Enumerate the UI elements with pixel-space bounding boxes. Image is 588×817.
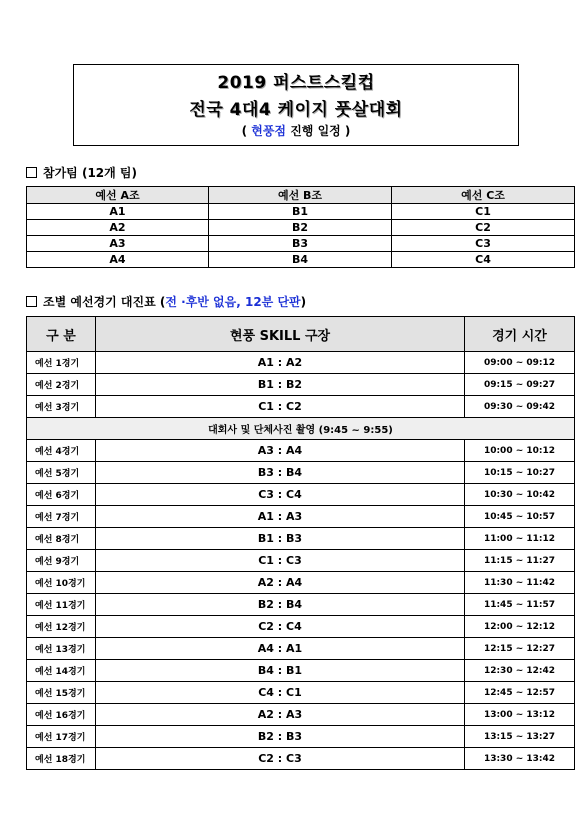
table-row [27,506,575,528]
column-header-division: 구 분 [27,317,96,352]
venue-subtitle [74,122,518,139]
break-row [27,418,575,440]
table-row [27,682,575,704]
game-label: 예선 7경기 [27,506,96,528]
team-cell: B3 [209,236,392,252]
table-row [27,440,575,462]
team-cell: C2 [392,220,575,236]
game-label: 예선 18경기 [27,748,96,770]
subtitle-rest: 진행 일정 ) [286,124,351,138]
match-pairing: B1 : B2 [96,374,465,396]
match-pairing: C4 : C1 [96,682,465,704]
break-note: 대회사 및 단체사진 촬영 (9:45 ~ 9:55) [27,418,575,440]
game-label: 예선 4경기 [27,440,96,462]
schedule-heading-prefix: 조별 예선경기 대진표 ( [43,295,166,309]
game-label: 예선 3경기 [27,396,96,418]
match-time: 11:30 ~ 11:42 [465,572,575,594]
column-header: 예선 A조 [27,187,209,204]
game-label: 예선 6경기 [27,484,96,506]
teams-heading-text: 참가팀 (12개 팀) [43,166,137,180]
team-cell: C4 [392,252,575,268]
column-header-time: 경기 시간 [465,317,575,352]
game-label: 예선 14경기 [27,660,96,682]
schedule-heading [26,293,306,310]
title-line-2: 전국 4대4 케이지 풋살대회 [189,100,403,120]
match-time: 10:00 ~ 10:12 [465,440,575,462]
column-header-venue: 현풍 SKILL 구장 [96,317,465,352]
teams-table [26,186,575,268]
title-line-1: 2019 퍼스트스킬컵 [217,73,375,93]
game-label: 예선 15경기 [27,682,96,704]
table-row [27,374,575,396]
match-pairing: A2 : A4 [96,572,465,594]
team-cell: C1 [392,204,575,220]
column-header: 예선 C조 [392,187,575,204]
match-time: 09:30 ~ 09:42 [465,396,575,418]
match-pairing: A2 : A3 [96,704,465,726]
match-time: 10:15 ~ 10:27 [465,462,575,484]
table-row [27,462,575,484]
table-row [27,252,575,268]
table-row [27,660,575,682]
match-pairing: B4 : B1 [96,660,465,682]
table-row [27,572,575,594]
team-cell: C3 [392,236,575,252]
team-cell: A3 [27,236,209,252]
schedule-header-row [27,317,575,352]
match-pairing: C1 : C3 [96,550,465,572]
match-pairing: C2 : C4 [96,616,465,638]
match-pairing: B3 : B4 [96,462,465,484]
match-time: 13:00 ~ 13:12 [465,704,575,726]
match-time: 13:15 ~ 13:27 [465,726,575,748]
schedule-body [27,352,575,770]
game-label: 예선 5경기 [27,462,96,484]
subtitle-open: ( [241,124,252,138]
table-row [27,550,575,572]
title-box [73,64,519,146]
game-label: 예선 9경기 [27,550,96,572]
match-pairing: B2 : B4 [96,594,465,616]
teams-body [27,204,575,268]
table-row [27,236,575,252]
match-time: 13:30 ~ 13:42 [465,748,575,770]
table-row [27,704,575,726]
team-cell: A4 [27,252,209,268]
match-time: 12:15 ~ 12:27 [465,638,575,660]
game-label: 예선 2경기 [27,374,96,396]
team-cell: A1 [27,204,209,220]
table-row [27,484,575,506]
match-pairing: C1 : C2 [96,396,465,418]
game-label: 예선 10경기 [27,572,96,594]
match-pairing: A3 : A4 [96,440,465,462]
checkbox-icon [26,167,37,178]
match-pairing: A4 : A1 [96,638,465,660]
schedule-table [26,316,575,770]
game-label: 예선 8경기 [27,528,96,550]
team-cell: B1 [209,204,392,220]
match-time: 12:45 ~ 12:57 [465,682,575,704]
table-row [27,204,575,220]
game-label: 예선 17경기 [27,726,96,748]
match-pairing: A1 : A2 [96,352,465,374]
game-label: 예선 11경기 [27,594,96,616]
table-row [27,396,575,418]
venue-name: 현풍점 [251,124,287,138]
schedule-heading-suffix: ) [300,295,307,309]
match-time: 12:30 ~ 12:42 [465,660,575,682]
column-header: 예선 B조 [209,187,392,204]
table-row [27,528,575,550]
match-time: 11:45 ~ 11:57 [465,594,575,616]
table-row [27,220,575,236]
match-pairing: C3 : C4 [96,484,465,506]
match-pairing: B1 : B3 [96,528,465,550]
match-time: 09:15 ~ 09:27 [465,374,575,396]
match-time: 11:15 ~ 11:27 [465,550,575,572]
match-pairing: B2 : B3 [96,726,465,748]
match-time: 10:45 ~ 10:57 [465,506,575,528]
table-row [27,748,575,770]
team-cell: B2 [209,220,392,236]
schedule-heading-note: 전 ·후반 없음, 12분 단판 [165,295,301,309]
match-pairing: C2 : C3 [96,748,465,770]
match-time: 09:00 ~ 09:12 [465,352,575,374]
table-row [27,594,575,616]
match-time: 10:30 ~ 10:42 [465,484,575,506]
team-cell: B4 [209,252,392,268]
teams-heading [26,164,137,181]
table-row [27,352,575,374]
table-row [27,726,575,748]
teams-header-row [27,187,575,204]
table-row [27,638,575,660]
game-label: 예선 12경기 [27,616,96,638]
table-row [27,616,575,638]
game-label: 예선 16경기 [27,704,96,726]
match-time: 11:00 ~ 11:12 [465,528,575,550]
game-label: 예선 1경기 [27,352,96,374]
match-pairing: A1 : A3 [96,506,465,528]
checkbox-icon [26,296,37,307]
game-label: 예선 13경기 [27,638,96,660]
team-cell: A2 [27,220,209,236]
match-time: 12:00 ~ 12:12 [465,616,575,638]
